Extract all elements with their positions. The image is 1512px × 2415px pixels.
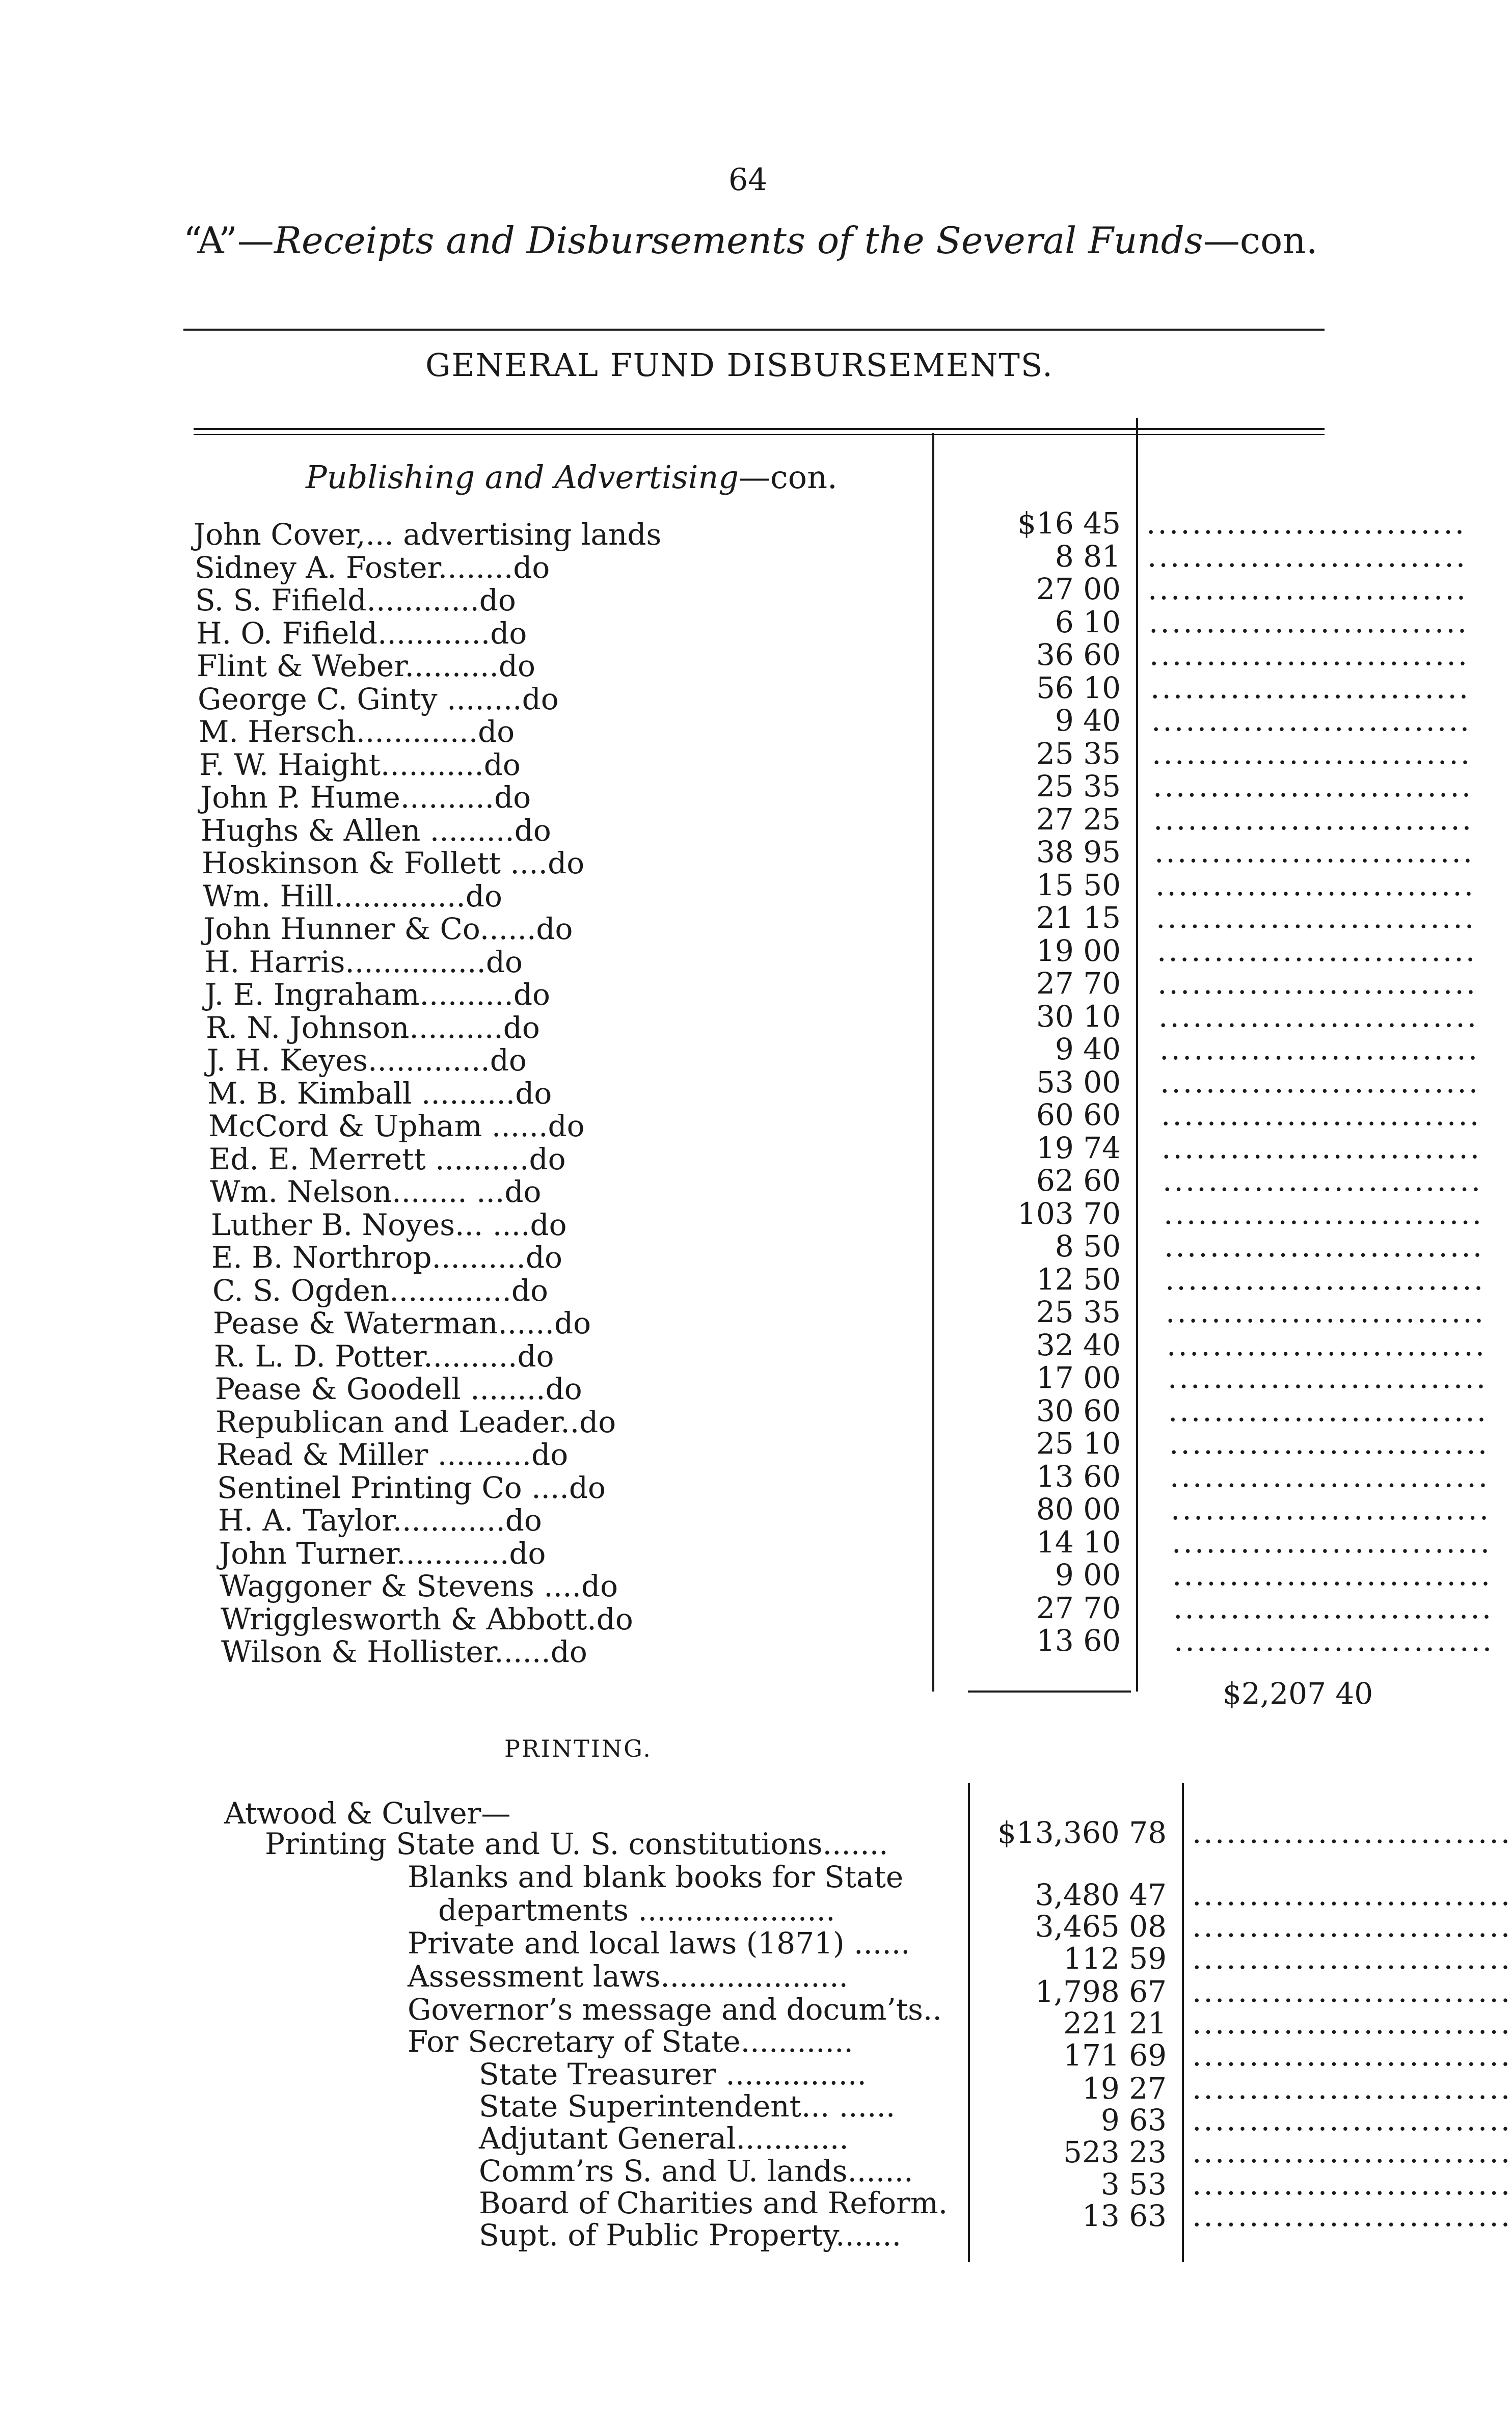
- publishing-row-name: Wm. Nelson........ ...do: [210, 1174, 542, 1209]
- publishing-row-name: Flint & Weber..........do: [197, 649, 535, 683]
- leader-dots: ............................: [1192, 2103, 1512, 2137]
- publishing-total: $2,207 40: [1223, 1676, 1373, 1711]
- publishing-row-amount: 14 10: [1036, 1525, 1121, 1560]
- leader-dots: ............................: [1159, 1032, 1480, 1066]
- running-head-suffix: —con.: [1203, 219, 1318, 262]
- publishing-row-amount: 25 10: [1036, 1426, 1121, 1461]
- publishing-row-name: E. B. Northrop..........do: [211, 1240, 562, 1275]
- leader-dots: ............................: [1162, 1131, 1482, 1165]
- leader-dots: ............................: [1149, 605, 1469, 639]
- publishing-row-amount: 27 00: [1036, 572, 1121, 606]
- leader-dots: ............................: [1161, 1097, 1481, 1132]
- leader-dots: ............................: [1156, 900, 1476, 935]
- publishing-row-name: M. Hersch.............do: [199, 714, 515, 749]
- printing-line-amount: 171 69: [1063, 2038, 1167, 2073]
- publishing-row-name: Wilson & Hollister......do: [221, 1634, 587, 1669]
- publishing-row-name: John Cover,... advertising lands: [194, 517, 662, 552]
- printing-line-text: Board of Charities and Reform.: [479, 2186, 948, 2220]
- publishing-row-name: Hughs & Allen .........do: [201, 813, 551, 848]
- publishing-row-name: Republican and Leader..do: [215, 1405, 616, 1439]
- publishing-row-amount: 19 00: [1036, 933, 1121, 968]
- section-rule-top: [194, 428, 1325, 430]
- printing-line-amount: 3,480 47: [1035, 1877, 1167, 1912]
- leader-dots: ............................: [1192, 2071, 1512, 2106]
- leader-dots: ............................: [1192, 2135, 1512, 2169]
- leader-dots: ............................: [1170, 1459, 1490, 1494]
- column-rule-right: [1136, 418, 1138, 1692]
- leader-dots: ............................: [1167, 1328, 1487, 1362]
- publishing-row-name: F. W. Haight...........do: [199, 747, 521, 782]
- publishing-row-amount: 25 35: [1036, 769, 1121, 803]
- printing-line-amount: 3,465 08: [1035, 1909, 1167, 1944]
- publishing-row-amount: 8 81: [1055, 539, 1121, 574]
- publishing-row-name: C. S. Ogden.............do: [212, 1273, 548, 1308]
- leader-dots: ............................: [1192, 1941, 1512, 1976]
- printing-line-text: Governor’s message and docum’ts..: [408, 1992, 942, 2027]
- printing-line-text: Assessment laws....................: [408, 1959, 848, 1994]
- printing-line-amount: 1,798 67: [1035, 1974, 1167, 2009]
- publishing-row-name: J. E. Ingraham..........do: [205, 977, 550, 1012]
- leader-dots: ............................: [1148, 572, 1468, 606]
- publishing-row-name: Read & Miller ..........do: [217, 1437, 569, 1472]
- leader-dots: ............................: [1152, 736, 1472, 771]
- leader-dots: ............................: [1164, 1229, 1484, 1264]
- printing-line-amount: $13,360 78: [997, 1815, 1167, 1850]
- leader-dots: ............................: [1146, 506, 1467, 541]
- publishing-row-name: J. H. Keyes.............do: [207, 1043, 527, 1078]
- publishing-row-name: John Turner............do: [219, 1536, 546, 1571]
- leader-dots: ............................: [1173, 1591, 1494, 1625]
- publishing-row-amount: 19 74: [1036, 1131, 1121, 1165]
- section-title: GENERAL FUND DISBURSEMENTS.: [425, 346, 1054, 384]
- publishing-row-name: Wm. Hill..............do: [203, 879, 502, 914]
- publishing-row-amount: 12 50: [1036, 1262, 1121, 1297]
- leader-dots: ............................: [1192, 2038, 1512, 2073]
- publishing-row-amount: 17 00: [1036, 1360, 1121, 1395]
- printing-heading: PRINTING.: [504, 1735, 652, 1762]
- printing-line-text: Printing State and U. S. constitutions.......: [265, 1827, 888, 1861]
- printing-line-text: Comm’rs S. and U. lands.......: [479, 2154, 913, 2188]
- printing-line-amount: 13 63: [1082, 2198, 1167, 2233]
- publishing-row-name: Pease & Goodell ........do: [215, 1372, 582, 1406]
- publishing-row-amount: 80 00: [1036, 1492, 1121, 1526]
- publishing-row-name: Pease & Waterman......do: [213, 1306, 591, 1340]
- leader-dots: ............................: [1155, 868, 1476, 902]
- publishing-row-amount: 15 50: [1036, 868, 1121, 902]
- leader-dots: ............................: [1171, 1492, 1491, 1526]
- leader-dots: ............................: [1158, 999, 1479, 1034]
- publishing-row-amount: 25 35: [1036, 736, 1121, 771]
- leader-dots: ............................: [1192, 2198, 1512, 2233]
- leader-dots: ............................: [1157, 933, 1477, 968]
- leader-dots: ............................: [1169, 1426, 1490, 1461]
- publishing-row-amount: $16 45: [1017, 506, 1121, 541]
- publishing-row-name: McCord & Upham ......do: [208, 1109, 585, 1143]
- publishing-heading-suffix: —con.: [739, 459, 838, 496]
- publishing-row-name: R. L. D. Potter..........do: [214, 1339, 554, 1374]
- printing-line-text: State Superintendent... ......: [479, 2089, 896, 2124]
- leader-dots: ............................: [1157, 966, 1478, 1001]
- printing-column-rule-left: [968, 1783, 970, 2262]
- leader-dots: ............................: [1153, 769, 1473, 803]
- publishing-row-name: M. B. Kimball ..........do: [207, 1076, 552, 1111]
- leader-dots: ............................: [1153, 802, 1474, 837]
- leader-dots: ............................: [1160, 1065, 1480, 1099]
- publishing-row-amount: 36 60: [1036, 637, 1121, 672]
- publishing-row-name: Sentinel Printing Co ....do: [217, 1470, 606, 1505]
- leader-dots: ............................: [1164, 1196, 1484, 1231]
- leader-dots: ............................: [1150, 670, 1471, 705]
- publishing-row-name: Luther B. Noyes... ....do: [211, 1208, 567, 1242]
- publishing-row-amount: 27 70: [1036, 966, 1121, 1001]
- printing-line-text: State Treasurer ...............: [479, 2057, 867, 2091]
- publishing-heading-title: Publishing and Advertising: [306, 459, 739, 496]
- printing-line-amount: 523 23: [1063, 2135, 1167, 2169]
- publishing-row-name: Waggoner & Stevens ....do: [220, 1569, 618, 1603]
- printing-line-text: For Secretary of State............: [408, 2024, 853, 2059]
- publishing-row-amount: 27 70: [1036, 1591, 1121, 1625]
- publishing-row-name: H. A. Taylor............do: [218, 1503, 542, 1538]
- publishing-row-amount: 30 10: [1036, 999, 1121, 1034]
- page-number: 64: [728, 162, 768, 198]
- publishing-row-name: R. N. Johnson..........do: [206, 1010, 540, 1045]
- publishing-row-name: H. O. Fifield............do: [196, 616, 527, 651]
- publishing-row-name: George C. Ginty ........do: [198, 682, 559, 716]
- leader-dots: ............................: [1192, 2006, 1512, 2041]
- publishing-row-amount: 56 10: [1036, 670, 1121, 705]
- leader-dots: ............................: [1166, 1295, 1486, 1329]
- printing-line-text: Supt. of Public Property.......: [479, 2218, 902, 2252]
- printing-line-amount: 3 53: [1100, 2167, 1167, 2202]
- publishing-row-amount: 21 15: [1036, 900, 1121, 935]
- publishing-row-amount: 30 60: [1036, 1393, 1121, 1428]
- printing-line-amount: 19 27: [1082, 2071, 1167, 2106]
- publishing-row-name: Wrigglesworth & Abbott.do: [221, 1602, 633, 1636]
- leader-dots: ............................: [1147, 539, 1468, 574]
- publishing-row-amount: 27 25: [1036, 802, 1121, 837]
- publishing-row-amount: 25 35: [1036, 1295, 1121, 1329]
- printing-line-amount: 9 63: [1100, 2103, 1167, 2137]
- publishing-row-amount: 13 60: [1036, 1459, 1121, 1494]
- leader-dots: ............................: [1168, 1360, 1488, 1395]
- publishing-heading: [306, 459, 838, 496]
- leader-dots: ............................: [1192, 1877, 1512, 1912]
- running-head-title: Receipts and Disbursements of the Several Funds: [274, 219, 1203, 262]
- publishing-row-name: S. S. Fifield............do: [195, 583, 516, 618]
- leader-dots: ............................: [1192, 1909, 1512, 1944]
- printing-line-amount: 221 21: [1063, 2006, 1167, 2041]
- publishing-row-amount: 9 00: [1055, 1558, 1121, 1592]
- leader-dots: ............................: [1192, 1974, 1512, 2009]
- section-rule-bottom: [194, 434, 1325, 435]
- publishing-row-amount: 32 40: [1036, 1328, 1121, 1362]
- printing-line-text: departments .....................: [438, 1893, 835, 1927]
- printing-line-amount: 112 59: [1063, 1941, 1167, 1976]
- publishing-row-name: Ed. E. Merrett ..........do: [209, 1142, 566, 1176]
- running-head-prefix: “A”—: [183, 219, 274, 262]
- leader-dots: ............................: [1172, 1525, 1492, 1560]
- leader-dots: ............................: [1174, 1623, 1494, 1658]
- publishing-row-amount: 9 40: [1055, 703, 1121, 738]
- publishing-row-name: John Hunner & Co......do: [203, 911, 573, 946]
- publishing-row-name: H. Harris...............do: [204, 945, 523, 979]
- column-rule-left: [932, 433, 934, 1692]
- leader-dots: ............................: [1172, 1558, 1493, 1592]
- subtotal-rule: [968, 1691, 1131, 1693]
- publishing-row-amount: 8 50: [1055, 1229, 1121, 1264]
- publishing-row-name: Hoskinson & Follett ....do: [202, 846, 585, 880]
- publishing-row-amount: 13 60: [1036, 1623, 1121, 1658]
- publishing-row-amount: 53 00: [1036, 1065, 1121, 1099]
- leader-dots: ............................: [1192, 2167, 1512, 2202]
- leader-dots: ............................: [1165, 1262, 1486, 1297]
- leader-dots: ............................: [1151, 703, 1472, 738]
- running-head: [183, 219, 1318, 262]
- leader-dots: ............................: [1192, 1815, 1512, 1850]
- publishing-row-amount: 60 60: [1036, 1097, 1121, 1132]
- printing-line-text: Adjutant General............: [479, 2121, 849, 2156]
- printing-payee: Atwood & Culver—: [224, 1796, 511, 1831]
- publishing-row-amount: 103 70: [1017, 1196, 1121, 1231]
- printing-line-text: Private and local laws (1871) ......: [408, 1926, 910, 1961]
- leader-dots: ............................: [1149, 637, 1470, 672]
- publishing-row-amount: 9 40: [1055, 1032, 1121, 1066]
- publishing-row-amount: 6 10: [1055, 605, 1121, 639]
- printing-line-text: Blanks and blank books for State: [408, 1860, 904, 1894]
- leader-dots: ............................: [1163, 1163, 1483, 1198]
- leader-dots: ............................: [1154, 835, 1475, 869]
- publishing-row-name: Sidney A. Foster........do: [195, 550, 550, 585]
- publishing-row-amount: 38 95: [1036, 835, 1121, 869]
- printing-column-rule-right: [1182, 1783, 1184, 2262]
- publishing-row-amount: 62 60: [1036, 1163, 1121, 1198]
- leader-dots: ............................: [1168, 1393, 1489, 1428]
- publishing-row-name: John P. Hume..........do: [200, 780, 531, 815]
- header-rule: [183, 329, 1325, 331]
